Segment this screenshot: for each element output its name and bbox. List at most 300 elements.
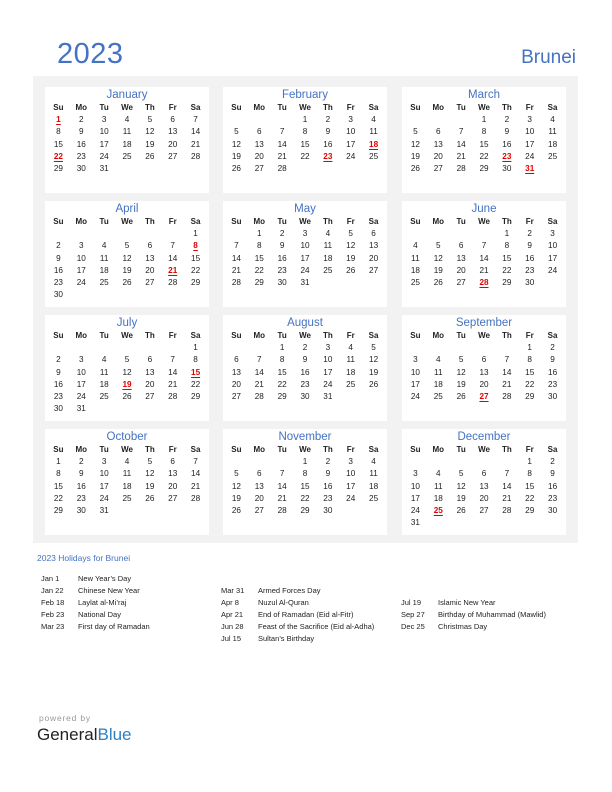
day-cell: 5 bbox=[147, 457, 153, 467]
day-cell: 2 bbox=[550, 343, 555, 353]
weekday-header: Su bbox=[410, 217, 421, 226]
holiday-item bbox=[221, 585, 374, 597]
weekday-header: Mo bbox=[432, 445, 445, 454]
day-cell: 13 bbox=[254, 139, 264, 149]
day-cell: 25 bbox=[369, 493, 379, 503]
weekday-header: Su bbox=[410, 103, 421, 112]
weekday-header: Sa bbox=[190, 445, 201, 454]
empty-cell bbox=[404, 456, 427, 468]
day-cell: 23 bbox=[300, 379, 310, 389]
day-cell: 1 bbox=[256, 229, 262, 239]
holiday-name: End of Ramadan (Eid al-Fitr) bbox=[258, 610, 354, 619]
holiday-date: Dec 25 bbox=[401, 622, 425, 631]
day-cell: 24 bbox=[76, 277, 86, 287]
day-cell: 7 bbox=[504, 469, 510, 479]
day-cell: 12 bbox=[369, 355, 379, 365]
day-cell: 31 bbox=[76, 404, 86, 414]
day-cell: 4 bbox=[348, 343, 353, 353]
weekday-header: Fr bbox=[346, 445, 355, 454]
empty-cell bbox=[495, 342, 518, 354]
day-cell: 6 bbox=[481, 355, 487, 365]
day-cell: 10 bbox=[76, 367, 86, 377]
weekday-header: Fr bbox=[346, 331, 355, 340]
day-cell: 28 bbox=[191, 151, 201, 161]
day-cell: 7 bbox=[170, 355, 175, 365]
day-cell: 28 bbox=[231, 277, 241, 287]
weekday-header: Su bbox=[231, 217, 242, 226]
day-cell: 10 bbox=[346, 127, 356, 137]
empty-cell bbox=[404, 114, 427, 126]
day-cell: 24 bbox=[410, 505, 420, 515]
day-cell: 9 bbox=[279, 241, 285, 251]
day-cell: 11 bbox=[369, 127, 378, 137]
day-cell: 21 bbox=[502, 493, 512, 503]
empty-cell bbox=[161, 342, 184, 354]
day-cell: 6 bbox=[170, 115, 175, 125]
holiday-item bbox=[221, 621, 374, 633]
day-cell: 15 bbox=[502, 253, 512, 263]
day-cell: 6 bbox=[170, 457, 175, 467]
day-cell: 7 bbox=[234, 241, 239, 251]
day-cell: 4 bbox=[124, 457, 130, 467]
day-cell: 29 bbox=[525, 505, 535, 515]
weekday-header: Th bbox=[322, 445, 333, 454]
day-cell: 6 bbox=[256, 469, 262, 479]
day-cell: 11 bbox=[346, 355, 355, 365]
country-title: Brunei bbox=[521, 47, 576, 68]
weekday-header: We bbox=[121, 445, 133, 454]
day-cell: 14 bbox=[502, 481, 512, 491]
day-cell: 26 bbox=[369, 379, 379, 389]
month-grid bbox=[402, 444, 566, 529]
weekday-header: Fr bbox=[525, 445, 534, 454]
weekday-header: Tu bbox=[277, 445, 287, 454]
day-cell: 30 bbox=[76, 163, 86, 173]
weekday-header: We bbox=[299, 331, 311, 340]
day-cell: 8 bbox=[527, 355, 532, 365]
day-cell: 13 bbox=[231, 367, 241, 377]
weekday-header: Sa bbox=[190, 331, 201, 340]
day-cell: 27 bbox=[145, 277, 155, 287]
day-cell: 19 bbox=[122, 265, 132, 275]
weekday-header: Fr bbox=[168, 331, 177, 340]
holiday-date: Mar 31 bbox=[221, 586, 245, 595]
day-cell: 11 bbox=[434, 367, 443, 377]
day-cell: 10 bbox=[548, 241, 558, 251]
weekday-header: We bbox=[121, 331, 133, 340]
day-cell: 9 bbox=[302, 355, 308, 365]
day-cell: 14 bbox=[191, 469, 201, 479]
holiday-item bbox=[221, 597, 374, 609]
day-cell: 5 bbox=[435, 241, 441, 251]
day-cell: 29 bbox=[525, 391, 535, 401]
weekday-header: Fr bbox=[346, 103, 355, 112]
day-cell: 12 bbox=[410, 139, 420, 149]
empty-cell bbox=[427, 228, 450, 240]
weekday-header: Sa bbox=[368, 331, 379, 340]
day-cell: 2 bbox=[78, 457, 84, 467]
day-cell: 25 bbox=[99, 277, 109, 287]
holiday-name: Chinese New Year bbox=[78, 586, 140, 595]
day-cell: 28 bbox=[502, 505, 512, 515]
month-november bbox=[223, 429, 387, 535]
holiday-item bbox=[41, 597, 150, 609]
day-cell: 6 bbox=[256, 127, 262, 137]
weekday-header: Fr bbox=[525, 103, 534, 112]
day-cell: 16 bbox=[323, 481, 333, 491]
day-cell: 2 bbox=[325, 457, 331, 467]
day-cell: 8 bbox=[256, 241, 262, 251]
day-cell: 19 bbox=[410, 151, 420, 161]
day-cell: 4 bbox=[101, 241, 107, 251]
weekday-header: Su bbox=[53, 103, 64, 112]
day-cell: 21 bbox=[277, 493, 287, 503]
day-cell: 19 bbox=[433, 265, 443, 275]
month-grid bbox=[223, 444, 387, 517]
month-title: December bbox=[457, 431, 511, 443]
day-cell: 20 bbox=[479, 379, 489, 389]
weekday-header: Su bbox=[53, 217, 64, 226]
day-cell: 5 bbox=[147, 115, 153, 125]
day-cell: 5 bbox=[413, 127, 418, 137]
day-cell: 18 bbox=[548, 139, 558, 149]
holiday-day: 21 bbox=[168, 265, 178, 275]
day-cell: 19 bbox=[231, 151, 241, 161]
weekday-header: Th bbox=[144, 445, 155, 454]
weekday-header: Th bbox=[144, 331, 155, 340]
weekday-header: Tu bbox=[277, 217, 287, 226]
holiday-item bbox=[41, 609, 150, 621]
day-cell: 29 bbox=[254, 277, 264, 287]
day-cell: 3 bbox=[78, 355, 84, 365]
day-cell: 20 bbox=[168, 139, 178, 149]
day-cell: 29 bbox=[300, 505, 310, 515]
day-cell: 12 bbox=[122, 253, 132, 263]
day-cell: 1 bbox=[279, 343, 285, 353]
month-title: January bbox=[106, 89, 148, 101]
empty-cell bbox=[47, 228, 70, 240]
day-cell: 27 bbox=[456, 277, 466, 287]
day-cell: 16 bbox=[548, 367, 558, 377]
day-cell: 8 bbox=[302, 127, 308, 137]
day-cell: 9 bbox=[78, 469, 84, 479]
day-cell: 30 bbox=[323, 505, 333, 515]
weekday-header: Su bbox=[410, 331, 421, 340]
weekday-header: We bbox=[121, 103, 133, 112]
weekday-header: Mo bbox=[432, 103, 445, 112]
empty-cell bbox=[404, 228, 427, 240]
holiday-name: Armed Forces Day bbox=[258, 586, 321, 595]
day-cell: 31 bbox=[323, 391, 333, 401]
day-cell: 13 bbox=[479, 481, 489, 491]
day-cell: 22 bbox=[191, 379, 201, 389]
holiday-date: Mar 23 bbox=[41, 622, 65, 631]
day-cell: 16 bbox=[323, 139, 333, 149]
day-cell: 26 bbox=[231, 505, 241, 515]
day-cell: 19 bbox=[456, 379, 466, 389]
day-cell: 21 bbox=[231, 265, 241, 275]
weekday-header: Tu bbox=[277, 331, 287, 340]
day-cell: 8 bbox=[56, 127, 61, 137]
day-cell: 17 bbox=[525, 139, 535, 149]
day-cell: 18 bbox=[410, 265, 420, 275]
month-grid bbox=[45, 216, 209, 301]
day-cell: 29 bbox=[53, 163, 63, 173]
day-cell: 14 bbox=[231, 253, 241, 263]
holiday-day: 31 bbox=[525, 163, 535, 173]
day-cell: 15 bbox=[254, 253, 264, 263]
day-cell: 5 bbox=[124, 355, 130, 365]
weekday-header: Th bbox=[322, 217, 333, 226]
day-cell: 3 bbox=[101, 457, 107, 467]
day-cell: 5 bbox=[348, 229, 353, 239]
day-cell: 27 bbox=[479, 505, 489, 515]
empty-cell bbox=[116, 228, 139, 240]
day-cell: 14 bbox=[502, 367, 512, 377]
day-cell: 30 bbox=[548, 505, 558, 515]
empty-cell bbox=[404, 342, 427, 354]
day-cell: 15 bbox=[191, 253, 201, 263]
holiday-date: Jul 15 bbox=[221, 634, 242, 643]
empty-cell bbox=[450, 342, 473, 354]
day-cell: 2 bbox=[302, 343, 308, 353]
day-cell: 20 bbox=[254, 151, 264, 161]
day-cell: 23 bbox=[76, 151, 86, 161]
day-cell: 30 bbox=[76, 505, 86, 515]
month-title: May bbox=[294, 203, 316, 215]
day-cell: 18 bbox=[433, 379, 443, 389]
month-june bbox=[402, 201, 566, 307]
holiday-day: 23 bbox=[502, 151, 512, 161]
empty-cell bbox=[473, 342, 496, 354]
day-cell: 8 bbox=[527, 469, 532, 479]
day-cell: 24 bbox=[525, 151, 535, 161]
day-cell: 7 bbox=[504, 355, 510, 365]
holiday-item bbox=[41, 573, 150, 585]
holiday-name: Nuzul Al-Quran bbox=[258, 598, 309, 607]
day-cell: 12 bbox=[346, 241, 356, 251]
day-cell: 11 bbox=[122, 469, 132, 479]
holiday-date: Jan 1 bbox=[41, 574, 60, 583]
day-cell: 19 bbox=[456, 493, 466, 503]
day-cell: 15 bbox=[300, 139, 310, 149]
month-october bbox=[45, 429, 209, 535]
day-cell: 12 bbox=[145, 469, 155, 479]
weekday-header: Tu bbox=[99, 331, 109, 340]
month-may bbox=[223, 201, 387, 307]
weekday-header: Sa bbox=[547, 445, 558, 454]
day-cell: 26 bbox=[346, 265, 356, 275]
day-cell: 22 bbox=[502, 265, 512, 275]
day-cell: 17 bbox=[346, 481, 356, 491]
day-cell: 21 bbox=[168, 379, 178, 389]
day-cell: 24 bbox=[323, 379, 333, 389]
weekday-header: Tu bbox=[456, 331, 466, 340]
day-cell: 3 bbox=[550, 229, 555, 239]
holiday-date: Jun 28 bbox=[221, 622, 244, 631]
month-title: November bbox=[278, 431, 332, 443]
weekday-header: Sa bbox=[547, 103, 558, 112]
day-cell: 23 bbox=[76, 493, 86, 503]
day-cell: 17 bbox=[76, 265, 86, 275]
day-cell: 22 bbox=[254, 265, 264, 275]
weekday-header: Sa bbox=[368, 103, 379, 112]
month-title: September bbox=[455, 317, 513, 329]
day-cell: 23 bbox=[548, 493, 558, 503]
day-cell: 13 bbox=[433, 139, 443, 149]
day-cell: 6 bbox=[147, 355, 153, 365]
calendar-panel bbox=[33, 76, 578, 543]
day-cell: 25 bbox=[548, 151, 558, 161]
day-cell: 20 bbox=[231, 379, 241, 389]
day-cell: 25 bbox=[99, 391, 109, 401]
day-cell: 3 bbox=[348, 457, 353, 467]
day-cell: 16 bbox=[76, 481, 86, 491]
day-cell: 28 bbox=[254, 391, 264, 401]
day-cell: 14 bbox=[277, 481, 287, 491]
day-cell: 20 bbox=[479, 493, 489, 503]
day-cell: 19 bbox=[145, 139, 155, 149]
day-cell: 30 bbox=[300, 391, 310, 401]
day-cell: 19 bbox=[145, 481, 155, 491]
day-cell: 30 bbox=[53, 404, 63, 414]
year-title: 2023 bbox=[57, 38, 124, 70]
day-cell: 17 bbox=[300, 253, 310, 263]
weekday-header: Mo bbox=[75, 331, 88, 340]
day-cell: 26 bbox=[122, 277, 132, 287]
day-cell: 20 bbox=[168, 481, 178, 491]
empty-cell bbox=[138, 342, 161, 354]
day-cell: 7 bbox=[458, 127, 464, 137]
day-cell: 28 bbox=[191, 493, 201, 503]
holiday-name: Sultan’s Birthday bbox=[258, 634, 315, 643]
day-cell: 21 bbox=[456, 151, 466, 161]
month-title: July bbox=[116, 317, 138, 329]
day-cell: 26 bbox=[145, 493, 155, 503]
weekday-header: Tu bbox=[456, 217, 466, 226]
holiday-date: Jul 19 bbox=[401, 598, 422, 607]
day-cell: 28 bbox=[456, 163, 466, 173]
day-cell: 23 bbox=[548, 379, 558, 389]
day-cell: 10 bbox=[76, 253, 86, 263]
day-cell: 10 bbox=[525, 127, 535, 137]
day-cell: 31 bbox=[410, 518, 420, 528]
month-grid bbox=[402, 216, 566, 289]
day-cell: 28 bbox=[277, 163, 287, 173]
weekday-header: We bbox=[478, 217, 490, 226]
day-cell: 25 bbox=[369, 151, 379, 161]
day-cell: 22 bbox=[525, 493, 535, 503]
day-cell: 29 bbox=[191, 391, 201, 401]
day-cell: 24 bbox=[346, 493, 356, 503]
day-cell: 3 bbox=[302, 229, 308, 239]
day-cell: 4 bbox=[325, 229, 331, 239]
day-cell: 11 bbox=[434, 481, 443, 491]
day-cell: 17 bbox=[76, 379, 86, 389]
day-cell: 31 bbox=[300, 277, 310, 287]
empty-cell bbox=[248, 114, 271, 126]
empty-cell bbox=[271, 114, 294, 126]
day-cell: 17 bbox=[410, 379, 420, 389]
day-cell: 15 bbox=[277, 367, 287, 377]
weekday-header: Tu bbox=[99, 445, 109, 454]
day-cell: 14 bbox=[191, 127, 201, 137]
day-cell: 4 bbox=[435, 355, 441, 365]
day-cell: 24 bbox=[99, 493, 109, 503]
day-cell: 27 bbox=[145, 391, 155, 401]
weekday-header: Su bbox=[231, 103, 242, 112]
day-cell: 3 bbox=[101, 115, 107, 125]
empty-cell bbox=[225, 114, 248, 126]
weekday-header: Th bbox=[144, 217, 155, 226]
day-cell: 29 bbox=[277, 391, 287, 401]
day-cell: 13 bbox=[479, 367, 489, 377]
day-cell: 20 bbox=[433, 151, 443, 161]
day-cell: 1 bbox=[193, 343, 198, 353]
month-grid bbox=[45, 330, 209, 415]
weekday-header: Mo bbox=[253, 445, 266, 454]
day-cell: 10 bbox=[346, 469, 356, 479]
day-cell: 14 bbox=[456, 139, 466, 149]
day-cell: 27 bbox=[369, 265, 379, 275]
weekday-header: Mo bbox=[253, 217, 266, 226]
day-cell: 5 bbox=[458, 355, 464, 365]
holiday-column bbox=[401, 597, 546, 633]
weekday-header: Fr bbox=[168, 445, 177, 454]
day-cell: 17 bbox=[99, 139, 109, 149]
day-cell: 5 bbox=[458, 469, 464, 479]
weekday-header: Sa bbox=[368, 217, 379, 226]
day-cell: 27 bbox=[254, 505, 264, 515]
weekday-header: Mo bbox=[75, 445, 88, 454]
day-cell: 20 bbox=[145, 265, 155, 275]
holiday-day: 15 bbox=[191, 367, 201, 377]
holiday-date: Feb 18 bbox=[41, 598, 65, 607]
month-title: October bbox=[106, 431, 148, 443]
day-cell: 3 bbox=[78, 241, 84, 251]
day-cell: 14 bbox=[168, 367, 178, 377]
day-cell: 15 bbox=[525, 481, 535, 491]
weekday-header: Th bbox=[144, 103, 155, 112]
day-cell: 18 bbox=[99, 265, 109, 275]
holiday-date: Jan 22 bbox=[41, 586, 64, 595]
weekday-header: Fr bbox=[168, 103, 177, 112]
day-cell: 5 bbox=[371, 343, 376, 353]
day-cell: 24 bbox=[300, 265, 310, 275]
day-cell: 10 bbox=[99, 469, 109, 479]
day-cell: 25 bbox=[346, 379, 356, 389]
day-cell: 14 bbox=[277, 139, 287, 149]
weekday-header: Mo bbox=[75, 217, 88, 226]
day-cell: 11 bbox=[411, 253, 420, 263]
day-cell: 21 bbox=[502, 379, 512, 389]
day-cell: 22 bbox=[53, 493, 63, 503]
brand-blue: Blue bbox=[97, 725, 132, 744]
day-cell: 17 bbox=[323, 367, 333, 377]
day-cell: 7 bbox=[193, 115, 198, 125]
day-cell: 1 bbox=[302, 115, 308, 125]
day-cell: 22 bbox=[525, 379, 535, 389]
empty-cell bbox=[116, 342, 139, 354]
day-cell: 7 bbox=[481, 241, 487, 251]
holiday-day: 19 bbox=[122, 379, 132, 389]
day-cell: 13 bbox=[254, 481, 264, 491]
day-cell: 10 bbox=[323, 355, 333, 365]
holiday-date: Apr 8 bbox=[221, 598, 239, 607]
weekday-header: We bbox=[299, 103, 311, 112]
weekday-header: Fr bbox=[525, 331, 534, 340]
day-cell: 28 bbox=[277, 505, 287, 515]
